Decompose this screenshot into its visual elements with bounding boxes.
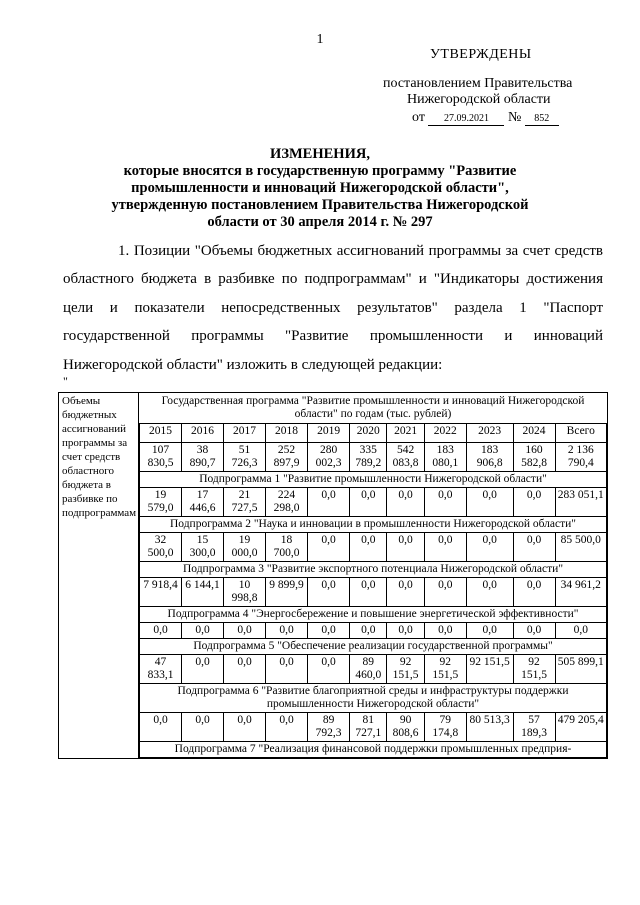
subprogram-value-cell: 0,0: [424, 578, 466, 607]
subprogram-value-cell: 92 151,5: [513, 655, 555, 684]
subprogram-value-cell: 0,0: [308, 578, 350, 607]
subprogram-value-cell: 0,0: [350, 623, 387, 639]
year-header: 2016: [182, 424, 224, 443]
subprogram-value-cell: 32 500,0: [140, 533, 182, 562]
subprogram-value-cell: 0,0: [466, 578, 513, 607]
subprogram-value-cell: 19 000,0: [224, 533, 266, 562]
paragraph-1: 1. Позиции "Объемы бюджетных ассигнований программы за счет средств областного бюджета в разбивке по подпрограммам" и "Индикаторы достижения цели и показатели непосредственных результатов" раздела 1 "Паспорт государственной программы "Развитие промышленности и инноваций Нижегородской области" изложить в следующей редакции:: [63, 243, 603, 373]
subprogram-value-cell: 0,0: [350, 488, 387, 517]
subprogram-value-cell: 0,0: [350, 533, 387, 562]
budget-inner-table: [139, 393, 607, 758]
subprogram-value-cell: 0,0: [224, 713, 266, 742]
subprogram-value-cell: 47 833,1: [140, 655, 182, 684]
subprogram-values-row: [140, 623, 607, 639]
subprogram-value-cell: 0,0: [266, 655, 308, 684]
year-header: 2022: [424, 424, 466, 443]
subprogram-value-cell: 0,0: [266, 713, 308, 742]
title-line: промышленности и инноваций Нижегородской области",: [131, 180, 509, 196]
subprogram-title-row: [140, 684, 607, 713]
year-header: 2019: [308, 424, 350, 443]
year-header: 2020: [350, 424, 387, 443]
subprogram-title: Подпрограмма 6 "Развитие благоприятной среды и инфраструктуры поддержки промышленности Нижегородской области": [140, 684, 607, 713]
total-value-cell: 38 890,7: [182, 443, 224, 472]
approved-heading: УТВЕРЖДЕНЫ: [430, 47, 532, 62]
subprogram-value-cell: 0,0: [513, 533, 555, 562]
subprogram-value-cell: 0,0: [224, 655, 266, 684]
subprogram-value-cell: 92 151,5: [466, 655, 513, 684]
subprogram-value-cell: 505 899,1: [555, 655, 606, 684]
subprogram-value-cell: 224 298,0: [266, 488, 308, 517]
subprogram-title: Подпрограмма 5 "Обеспечение реализации государственной программы": [140, 639, 607, 655]
subprogram-value-cell: 0,0: [308, 655, 350, 684]
decree-line-1: постановлением Правительства: [383, 76, 573, 91]
subprogram-value-cell: 0,0: [424, 623, 466, 639]
subprogram-value-cell: 0,0: [182, 623, 224, 639]
subprogram-value-cell: 81 727,1: [350, 713, 387, 742]
total-value-cell: 280 002,3: [308, 443, 350, 472]
year-header: 2023: [466, 424, 513, 443]
subprogram-values-row: [140, 533, 607, 562]
subprogram-value-cell: 89 792,3: [308, 713, 350, 742]
subprogram-value-cell: 0,0: [387, 578, 424, 607]
subprogram-value-cell: 89 460,0: [350, 655, 387, 684]
subprogram-values-row: [140, 578, 607, 607]
subprogram-value-cell: 80 513,3: [466, 713, 513, 742]
subprogram-value-cell: 0,0: [513, 488, 555, 517]
subprogram-title: Подпрограмма 3 "Развитие экспортного потенциала Нижегородской области": [140, 562, 607, 578]
subprogram-value-cell: 0,0: [387, 488, 424, 517]
year-header: 2018: [266, 424, 308, 443]
subprogram-value-cell: 10 998,8: [224, 578, 266, 607]
program-header: Государственная программа "Развитие промышленности и инноваций Нижегородской области" по годам (тыс. рублей): [140, 393, 607, 424]
total-value-cell: 335 789,2: [350, 443, 387, 472]
budget-data-cell: [139, 393, 608, 759]
subprogram-value-cell: 0,0: [466, 623, 513, 639]
subprogram-value-cell: 19 579,0: [140, 488, 182, 517]
subprogram-value-cell: 0,0: [266, 623, 308, 639]
subprogram-value-cell: 90 808,6: [387, 713, 424, 742]
subprogram-value-cell: 17 446,6: [182, 488, 224, 517]
subprogram-value-cell: 0,0: [387, 623, 424, 639]
total-value-cell: 2 136 790,4: [555, 443, 606, 472]
subprogram-value-cell: 0,0: [513, 578, 555, 607]
decree-from-label: от: [412, 110, 425, 125]
subprogram-title-row: [140, 607, 607, 623]
opening-quote: ": [63, 374, 68, 388]
title-line: утвержденную постановлением Правительства Нижегородской: [111, 197, 529, 213]
title-line: области от 30 апреля 2014 г. № 297: [207, 214, 433, 230]
subprogram-title: Подпрограмма 4 "Энергосбережение и повышение энергетической эффективности": [140, 607, 607, 623]
budget-label-cell: Объемы бюджетных ассигнований программы за счет средств областного бюджета в разбивке по подпрограммам: [59, 393, 139, 759]
subprogram-value-cell: 92 151,5: [424, 655, 466, 684]
years-row: [140, 424, 607, 443]
subprogram-value-cell: 57 189,3: [513, 713, 555, 742]
subprogram-value-cell: 0,0: [308, 488, 350, 517]
subprogram-value-cell: 0,0: [182, 655, 224, 684]
decree-number-label: №: [507, 110, 522, 125]
subprogram-value-cell: 18 700,0: [266, 533, 308, 562]
subprogram-value-cell: 15 300,0: [182, 533, 224, 562]
year-header: 2021: [387, 424, 424, 443]
subprogram-value-cell: 0,0: [182, 713, 224, 742]
year-header: 2015: [140, 424, 182, 443]
decree-date-number: [412, 110, 559, 126]
title-line: ИЗМЕНЕНИЯ,: [270, 146, 370, 162]
subprogram-value-cell: 79 174,8: [424, 713, 466, 742]
subprogram-value-cell: 0,0: [140, 713, 182, 742]
decree-number: 852: [525, 113, 559, 126]
subprogram-value-cell: 85 500,0: [555, 533, 606, 562]
page-number: 1: [316, 32, 324, 47]
subprogram-value-cell: 0,0: [387, 533, 424, 562]
subprogram-value-cell: 0,0: [555, 623, 606, 639]
subprogram-values-row: [140, 488, 607, 517]
total-values-row: [140, 443, 607, 472]
subprogram-value-cell: 6 144,1: [182, 578, 224, 607]
subprogram-title-row: [140, 742, 607, 758]
subprogram-value-cell: 0,0: [308, 533, 350, 562]
subprogram-value-cell: 0,0: [140, 623, 182, 639]
subprogram-values-row: [140, 655, 607, 684]
subprogram-value-cell: 7 918,4: [140, 578, 182, 607]
subprogram-value-cell: 479 205,4: [555, 713, 606, 742]
body-paragraph: [63, 237, 603, 379]
subprogram-value-cell: 0,0: [424, 533, 466, 562]
subprogram-value-cell: 21 727,5: [224, 488, 266, 517]
subprogram-value-cell: 92 151,5: [387, 655, 424, 684]
subprogram-title-row: [140, 562, 607, 578]
subprogram-value-cell: 0,0: [224, 623, 266, 639]
subprogram-title: Подпрограмма 2 "Наука и инновации в промышленности Нижегородской области": [140, 517, 607, 533]
subprogram-value-cell: 283 051,1: [555, 488, 606, 517]
total-value-cell: 51 726,3: [224, 443, 266, 472]
subprogram-title-row: [140, 472, 607, 488]
subprogram-title: Подпрограмма 7 "Реализация финансовой поддержки промышленных предприя-: [140, 742, 607, 758]
subprogram-title-row: [140, 639, 607, 655]
subprogram-value-cell: 0,0: [424, 488, 466, 517]
total-value-cell: 252 897,9: [266, 443, 308, 472]
subprogram-title-row: [140, 517, 607, 533]
subprogram-value-cell: 0,0: [466, 533, 513, 562]
subprogram-value-cell: 0,0: [513, 623, 555, 639]
total-value-cell: 183 906,8: [466, 443, 513, 472]
decree-line-2: Нижегородской области: [407, 92, 551, 107]
total-value-cell: 107 830,5: [140, 443, 182, 472]
title-line: которые вносятся в государственную программу "Развитие: [123, 163, 517, 179]
decree-date: 27.09.2021: [428, 113, 504, 126]
year-header: 2017: [224, 424, 266, 443]
subprogram-title: Подпрограмма 1 "Развитие промышленности Нижегородской области": [140, 472, 607, 488]
year-header: Всего: [555, 424, 606, 443]
year-header: 2024: [513, 424, 555, 443]
document-title: [90, 146, 550, 231]
total-value-cell: 160 582,8: [513, 443, 555, 472]
subprogram-value-cell: 9 899,9: [266, 578, 308, 607]
budget-table: [58, 392, 608, 759]
decree-reference: [383, 76, 572, 108]
subprogram-value-cell: 34 961,2: [555, 578, 606, 607]
total-value-cell: 183 080,1: [424, 443, 466, 472]
subprogram-value-cell: 0,0: [466, 488, 513, 517]
subprogram-values-row: [140, 713, 607, 742]
total-value-cell: 542 083,8: [387, 443, 424, 472]
subprogram-value-cell: 0,0: [308, 623, 350, 639]
subprogram-value-cell: 0,0: [350, 578, 387, 607]
